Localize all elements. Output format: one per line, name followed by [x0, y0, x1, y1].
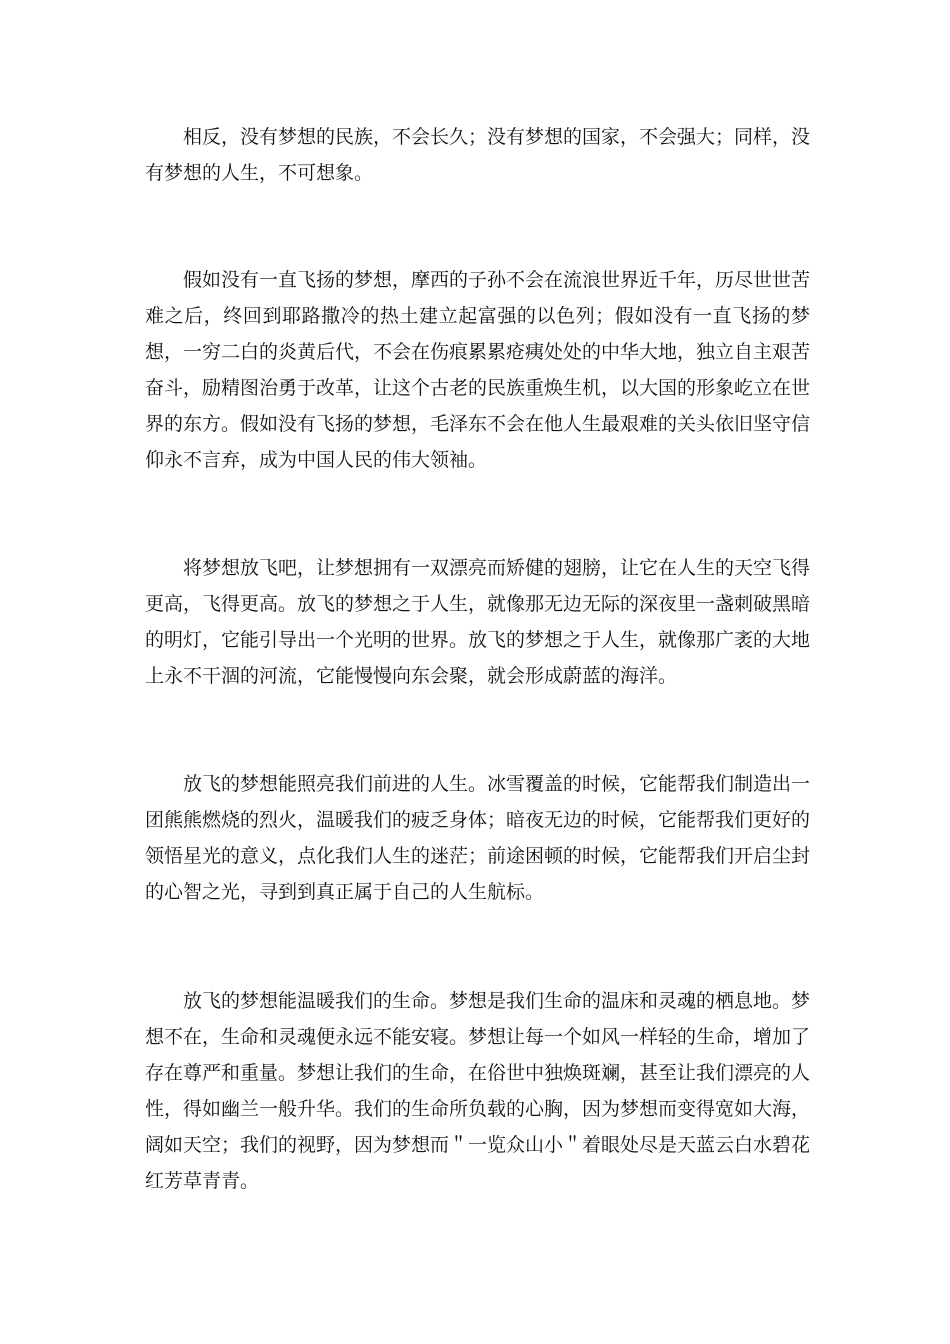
paragraph-1: 相反，没有梦想的民族，不会长久；没有梦想的国家，不会强大；同样，没有梦想的人生，不可想象。	[145, 126, 811, 184]
paragraph-2: 假如没有一直飞扬的梦想，摩西的子孙不会在流浪世界近千年，历尽世世苦难之后，终回到耶路撒冷的热土建立起富强的以色列；假如没有一直飞扬的梦想，一穷二白的炎黄后代，不会在伤痕累累疮痍处处的中华大地，独立自主艰苦奋斗，励精图治勇于改革，让这个古老的民族重焕生机，以大国的形象屹立在世界的东方。假如没有飞扬的梦想，毛泽东不会在他人生最艰难的关头依旧坚守信仰永不言弃，成为中国人民的伟大领袖。	[145, 269, 811, 471]
paragraph-5: 放飞的梦想能温暖我们的生命。梦想是我们生命的温床和灵魂的栖息地。梦想不在，生命和灵魂便永远不能安寝。梦想让每一个如风一样轻的生命，增加了存在尊严和重量。梦想让我们的生命，在俗世中独焕斑斓，甚至让我们漂亮的人性，得如幽兰一般升华。我们的生命所负载的心胸，因为梦想而变得宽如大海，阔如天空；我们的视野，因为梦想而＂一览众山小＂着眼处尽是天蓝云白水碧花红芳草青青。	[145, 990, 811, 1192]
paragraph-3: 将梦想放飞吧，让梦想拥有一双漂亮而矫健的翅膀，让它在人生的天空飞得更高，飞得更高。放飞的梦想之于人生，就像那无边无际的深夜里一盏刺破黑暗的明灯，它能引导出一个光明的世界。放飞的梦想之于人生，就像那广袤的大地上永不干涸的河流，它能慢慢向东会聚，就会形成蔚蓝的海洋。	[145, 557, 811, 687]
paragraph-4: 放飞的梦想能照亮我们前进的人生。冰雪覆盖的时候，它能帮我们制造出一团熊熊燃烧的烈火，温暖我们的疲乏身体；暗夜无边的时候，它能帮我们更好的领悟星光的意义，点化我们人生的迷茫；前途困顿的时候，它能帮我们开启尘封的心智之光，寻到到真正属于自己的人生航标。	[145, 773, 811, 903]
